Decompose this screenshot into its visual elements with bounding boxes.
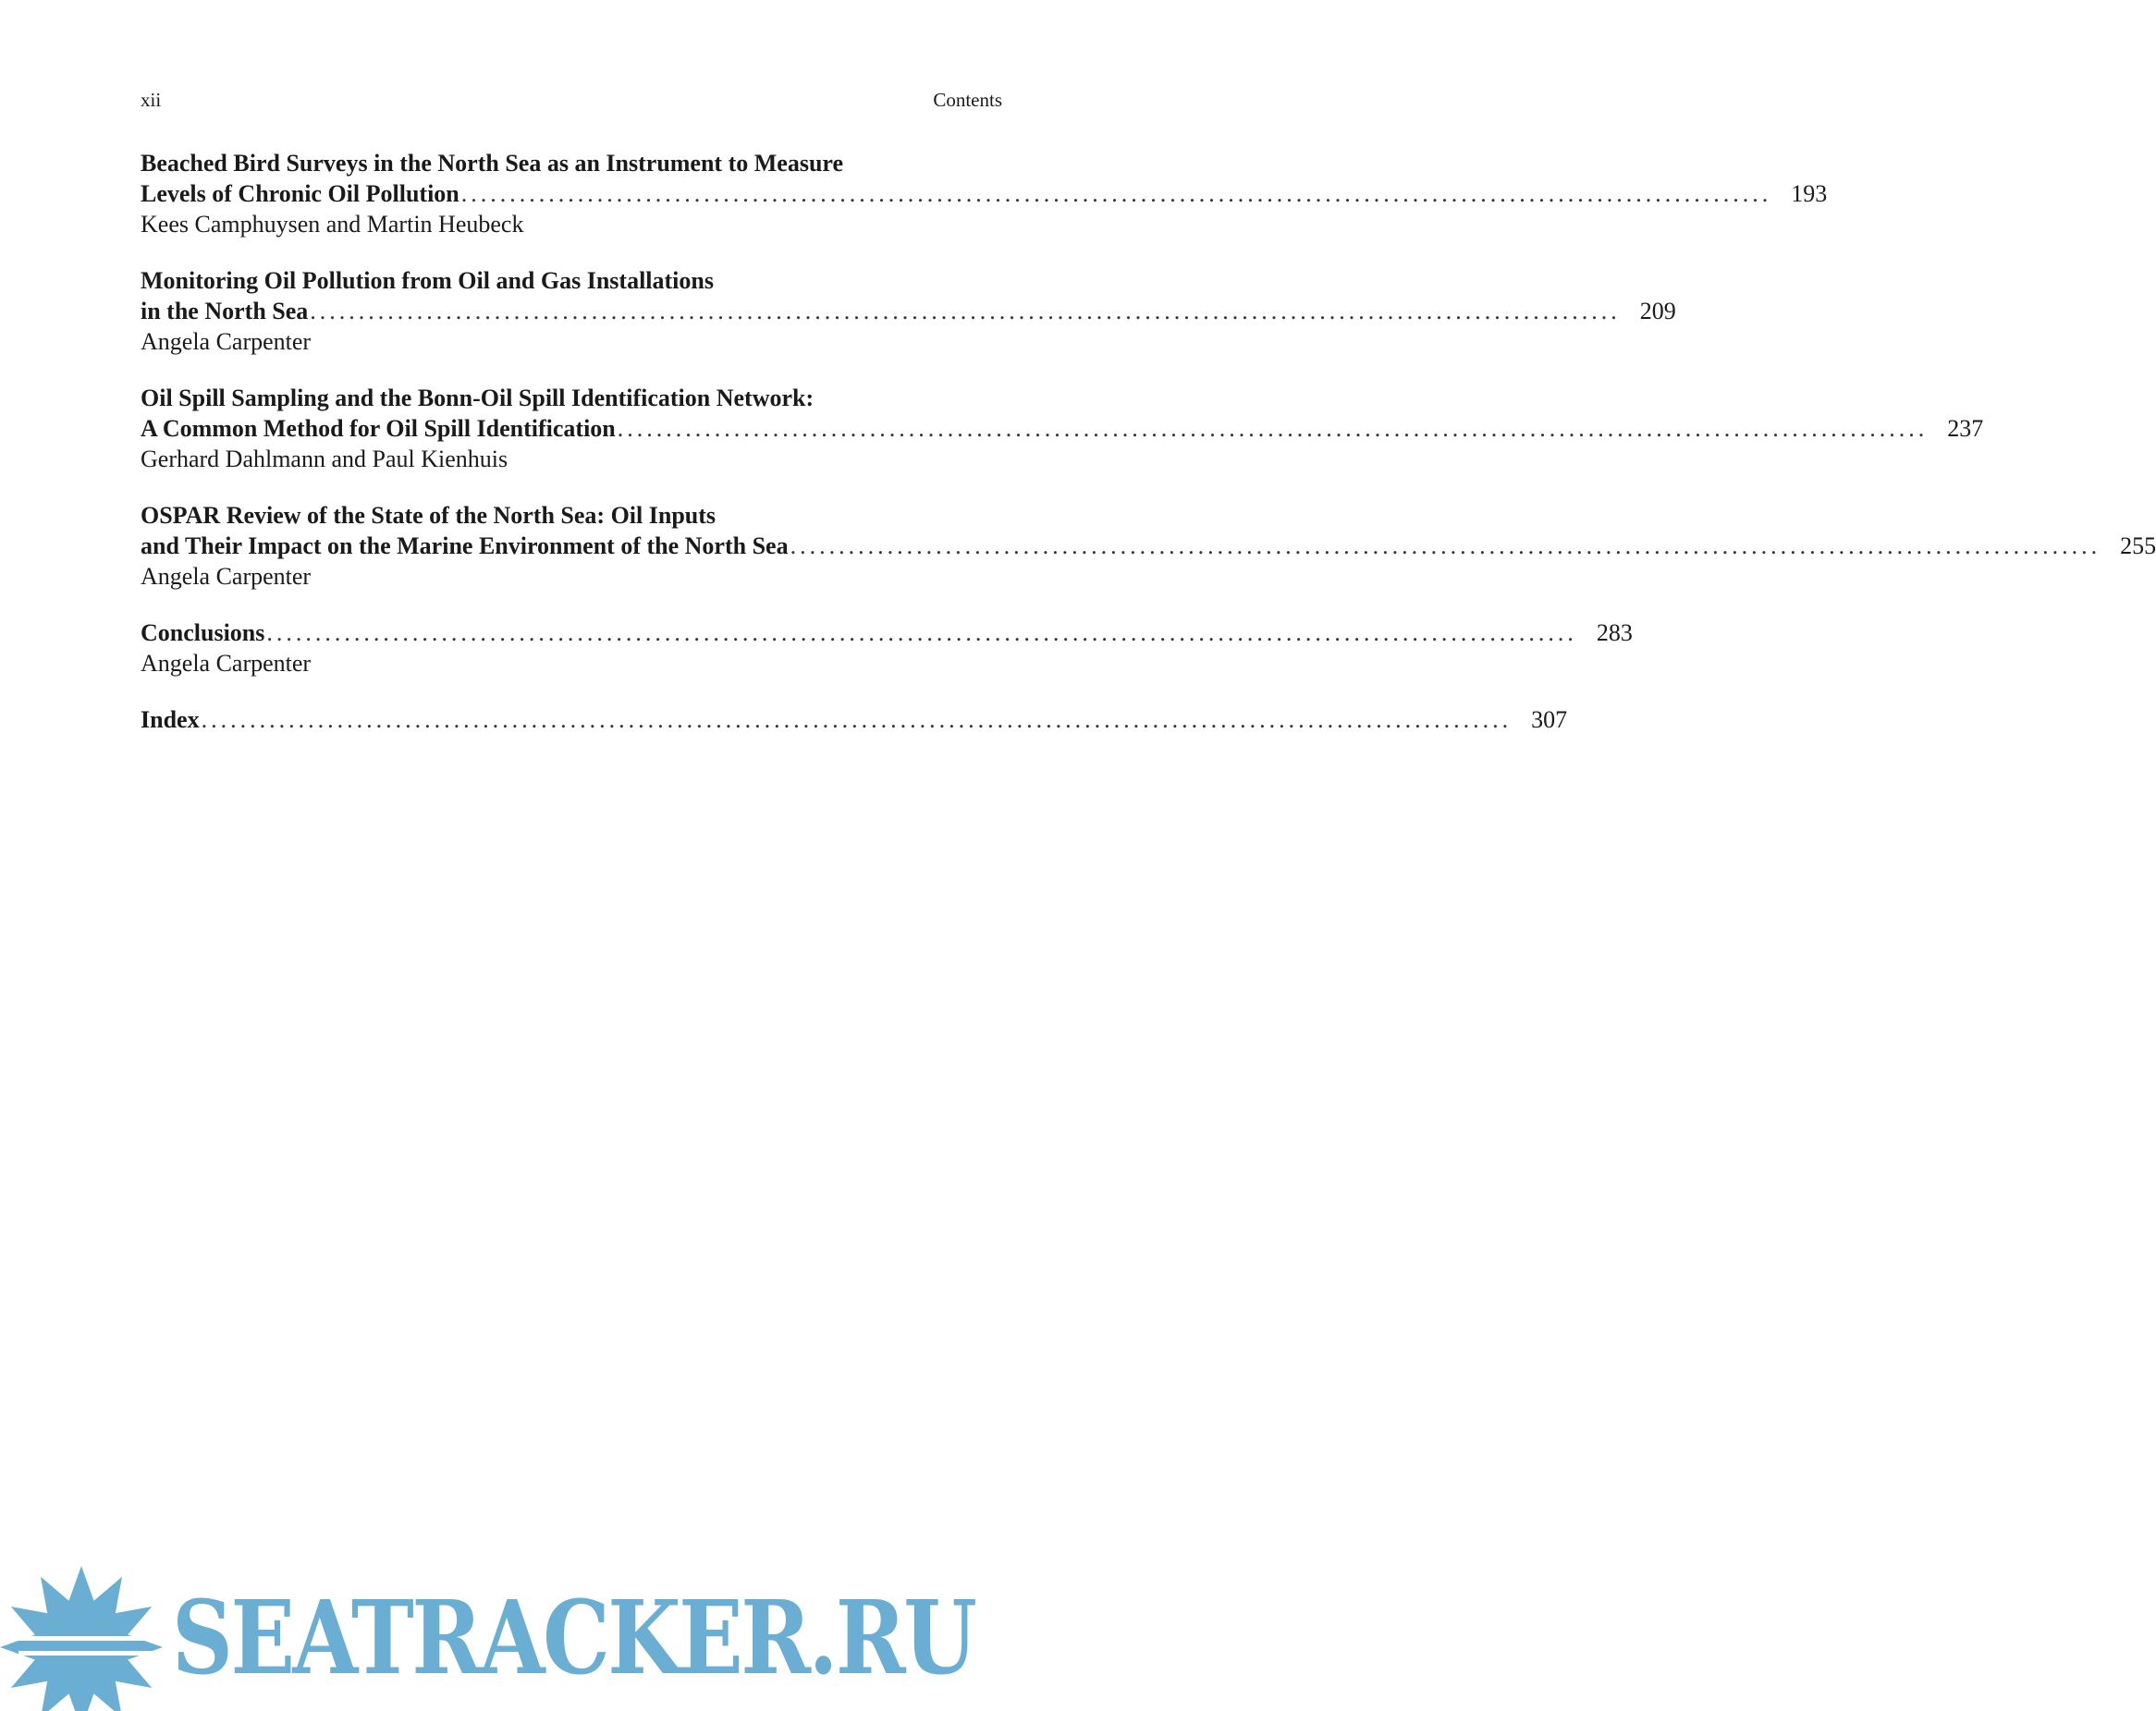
running-title: Contents xyxy=(933,89,1002,111)
dot-leader: ....................................................................................................................................... xyxy=(460,180,1772,207)
toc-authors: Angela Carpenter xyxy=(141,650,312,677)
toc-title-last-line[interactable] xyxy=(141,296,1676,326)
sun-icon xyxy=(0,1562,176,1711)
dot-leader: ....................................................................................................................................... xyxy=(266,619,1577,646)
dot-leader: ....................................................................................................................................... xyxy=(790,532,2101,559)
table-of-contents xyxy=(141,148,2156,760)
toc-title-text: Index xyxy=(141,706,200,733)
toc-title-last-line[interactable] xyxy=(141,617,1633,648)
toc-page-number: 237 xyxy=(1947,415,1984,442)
dot-leader: ....................................................................................................................................... xyxy=(310,298,1621,324)
toc-title-text: and Their Impact on the Marine Environment of the North Sea xyxy=(141,532,789,559)
page-number: xii xyxy=(141,89,162,111)
toc-page-number: 255 xyxy=(2120,532,2156,559)
toc-authors: Angela Carpenter xyxy=(141,328,312,355)
toc-authors: Angela Carpenter xyxy=(141,563,312,590)
toc-entry xyxy=(141,265,1676,358)
toc-title-line: Beached Bird Surveys in the North Sea as an Instrument to Measure xyxy=(141,150,844,177)
running-header xyxy=(141,89,1002,112)
toc-entry xyxy=(141,617,1633,679)
toc-title-last-line[interactable] xyxy=(141,531,2156,561)
toc-title-line: Monitoring Oil Pollution from Oil and Gas Installations xyxy=(141,267,714,294)
toc-title-text: A Common Method for Oil Spill Identification xyxy=(141,415,616,442)
toc-authors: Kees Camphuysen and Martin Heubeck xyxy=(141,211,524,238)
watermark-text: SEATRACKER.RU xyxy=(172,1578,975,1697)
toc-authors: Gerhard Dahlmann and Paul Kienhuis xyxy=(141,446,508,472)
toc-title-last-line[interactable] xyxy=(141,704,1568,735)
toc-title-last-line[interactable] xyxy=(141,413,1984,444)
toc-page-number: 193 xyxy=(1791,180,1828,207)
toc-title-line: OSPAR Review of the State of the North Sea: Oil Inputs xyxy=(141,502,717,529)
toc-title-line: Oil Spill Sampling and the Bonn-Oil Spill Identification Network: xyxy=(141,385,815,411)
dot-leader: ....................................................................................................................................... xyxy=(617,415,1929,442)
toc-page-number: 307 xyxy=(1531,706,1568,733)
toc-title-text: in the North Sea xyxy=(141,298,309,324)
toc-page-number: 283 xyxy=(1596,619,1633,646)
toc-page-number: 209 xyxy=(1639,298,1676,324)
toc-title-last-line[interactable] xyxy=(141,178,1828,209)
toc-entry xyxy=(141,500,2156,593)
watermark xyxy=(0,1562,1129,1711)
toc-entry xyxy=(141,148,1828,240)
toc-title-text: Conclusions xyxy=(141,619,265,646)
dot-leader: ....................................................................................................................................... xyxy=(201,706,1513,733)
toc-entry xyxy=(141,704,1568,735)
toc-entry xyxy=(141,383,1984,475)
toc-title-text: Levels of Chronic Oil Pollution xyxy=(141,180,459,207)
